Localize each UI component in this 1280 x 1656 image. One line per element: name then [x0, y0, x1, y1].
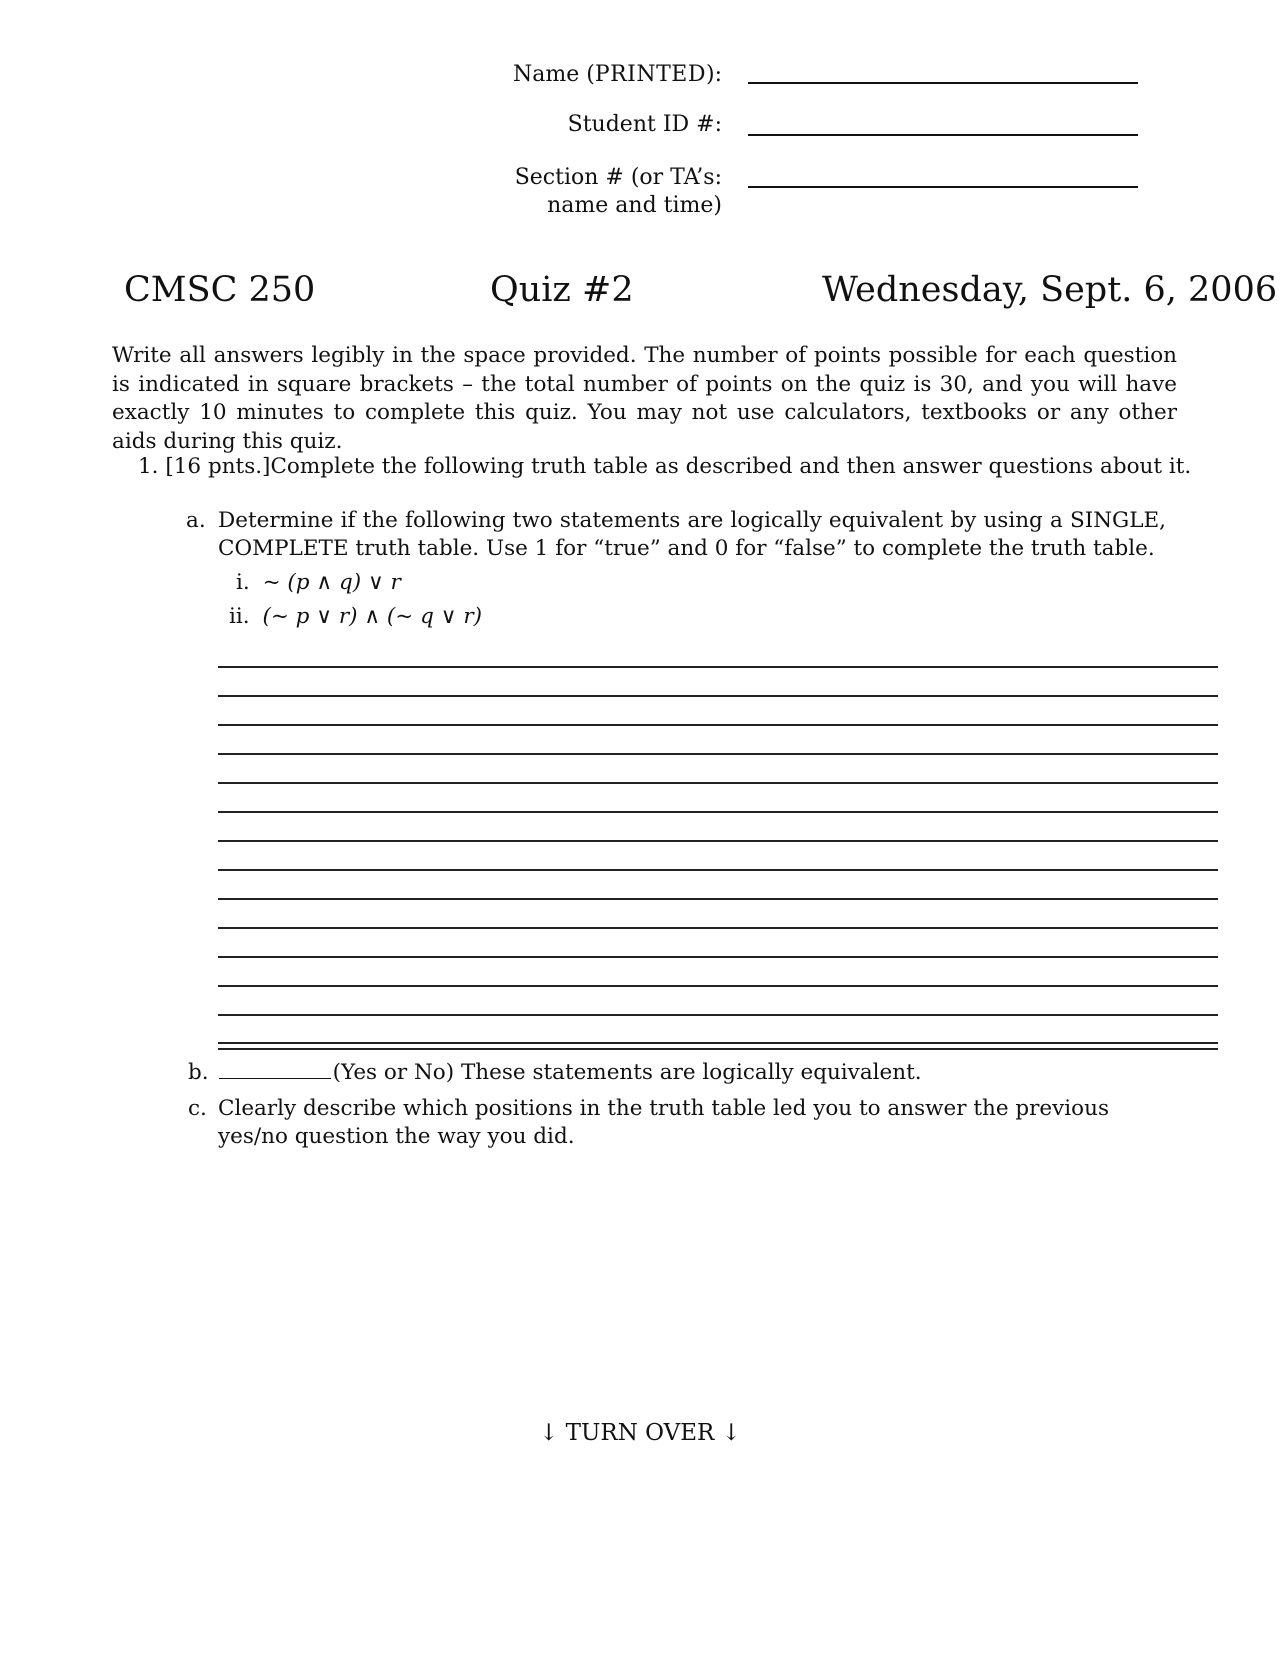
answer-line[interactable]: [218, 840, 1218, 842]
answer-line[interactable]: [218, 782, 1218, 784]
statement-i-expr: ~ (p ∧ q) ∨ r: [262, 570, 401, 595]
answer-line[interactable]: [218, 927, 1218, 929]
question-1c: [188, 1095, 1178, 1151]
answer-line[interactable]: [218, 1048, 1218, 1050]
answer-line[interactable]: [218, 695, 1218, 697]
turn-over-note: ↓ TURN OVER ↓: [539, 1420, 741, 1446]
answer-line[interactable]: [218, 985, 1218, 987]
quiz-date: Wednesday, Sept. 6, 2006: [822, 270, 1278, 310]
student-id-field-line[interactable]: [748, 134, 1138, 136]
section-field-line[interactable]: [748, 186, 1138, 188]
question-1a: [186, 507, 1166, 563]
part-c-text: Clearly describe which positions in the truth table led you to answer the previous yes/no question the way you did.: [218, 1096, 1110, 1149]
statement-i: [236, 570, 401, 595]
answer-line[interactable]: [218, 898, 1218, 900]
name-field-line[interactable]: [748, 82, 1138, 84]
part-c-label: c.: [188, 1096, 207, 1121]
part-a-text: Determine if the following two statements are logically equivalent by using a SINGLE, COMPLETE truth table. Use 1 for “true” and 0 for “false” to complete the truth table.: [218, 508, 1166, 561]
answer-line[interactable]: [218, 811, 1218, 813]
statement-ii-expr: (~ p ∨ r) ∧ (~ q ∨ r): [262, 604, 482, 629]
instructions-paragraph: Write all answers legibly in the space provided. The number of points possible for each question is indicated in square brackets – the total number of points on the quiz is 30, and you will have exactly 10 minutes to complete this quiz. You may not use calculators, textbooks or any other aids during this quiz.: [112, 343, 1177, 454]
answer-line[interactable]: [218, 666, 1218, 668]
answer-line[interactable]: [218, 869, 1218, 871]
yes-no-blank[interactable]: [219, 1060, 331, 1079]
quiz-title: Quiz #2: [490, 270, 634, 310]
part-a-label: a.: [186, 508, 206, 533]
part-b-text: (Yes or No) These statements are logically equivalent.: [332, 1060, 922, 1085]
statement-ii-label: ii.: [229, 604, 250, 629]
answer-line[interactable]: [218, 1042, 1218, 1044]
section-label-line2: name and time): [547, 193, 722, 218]
part-b-label: b.: [188, 1060, 209, 1085]
question-1: [138, 454, 1191, 479]
section-label: [322, 164, 722, 220]
statement-i-label: i.: [236, 570, 250, 595]
answer-line[interactable]: [218, 724, 1218, 726]
answer-line[interactable]: [218, 1014, 1218, 1016]
course-title: CMSC 250: [124, 270, 316, 310]
statement-ii: [229, 604, 482, 629]
question-1b: [188, 1060, 922, 1085]
question-1-number: 1.: [138, 454, 159, 479]
section-label-line1: Section # (or TA’s:: [514, 165, 722, 190]
answer-line[interactable]: [218, 956, 1218, 958]
question-1-text: [16 pnts.]Complete the following truth table as described and then answer questions about it.: [165, 454, 1192, 479]
name-label: Name (PRINTED):: [512, 62, 722, 87]
student-id-label: Student ID #:: [567, 112, 722, 137]
answer-line[interactable]: [218, 753, 1218, 755]
